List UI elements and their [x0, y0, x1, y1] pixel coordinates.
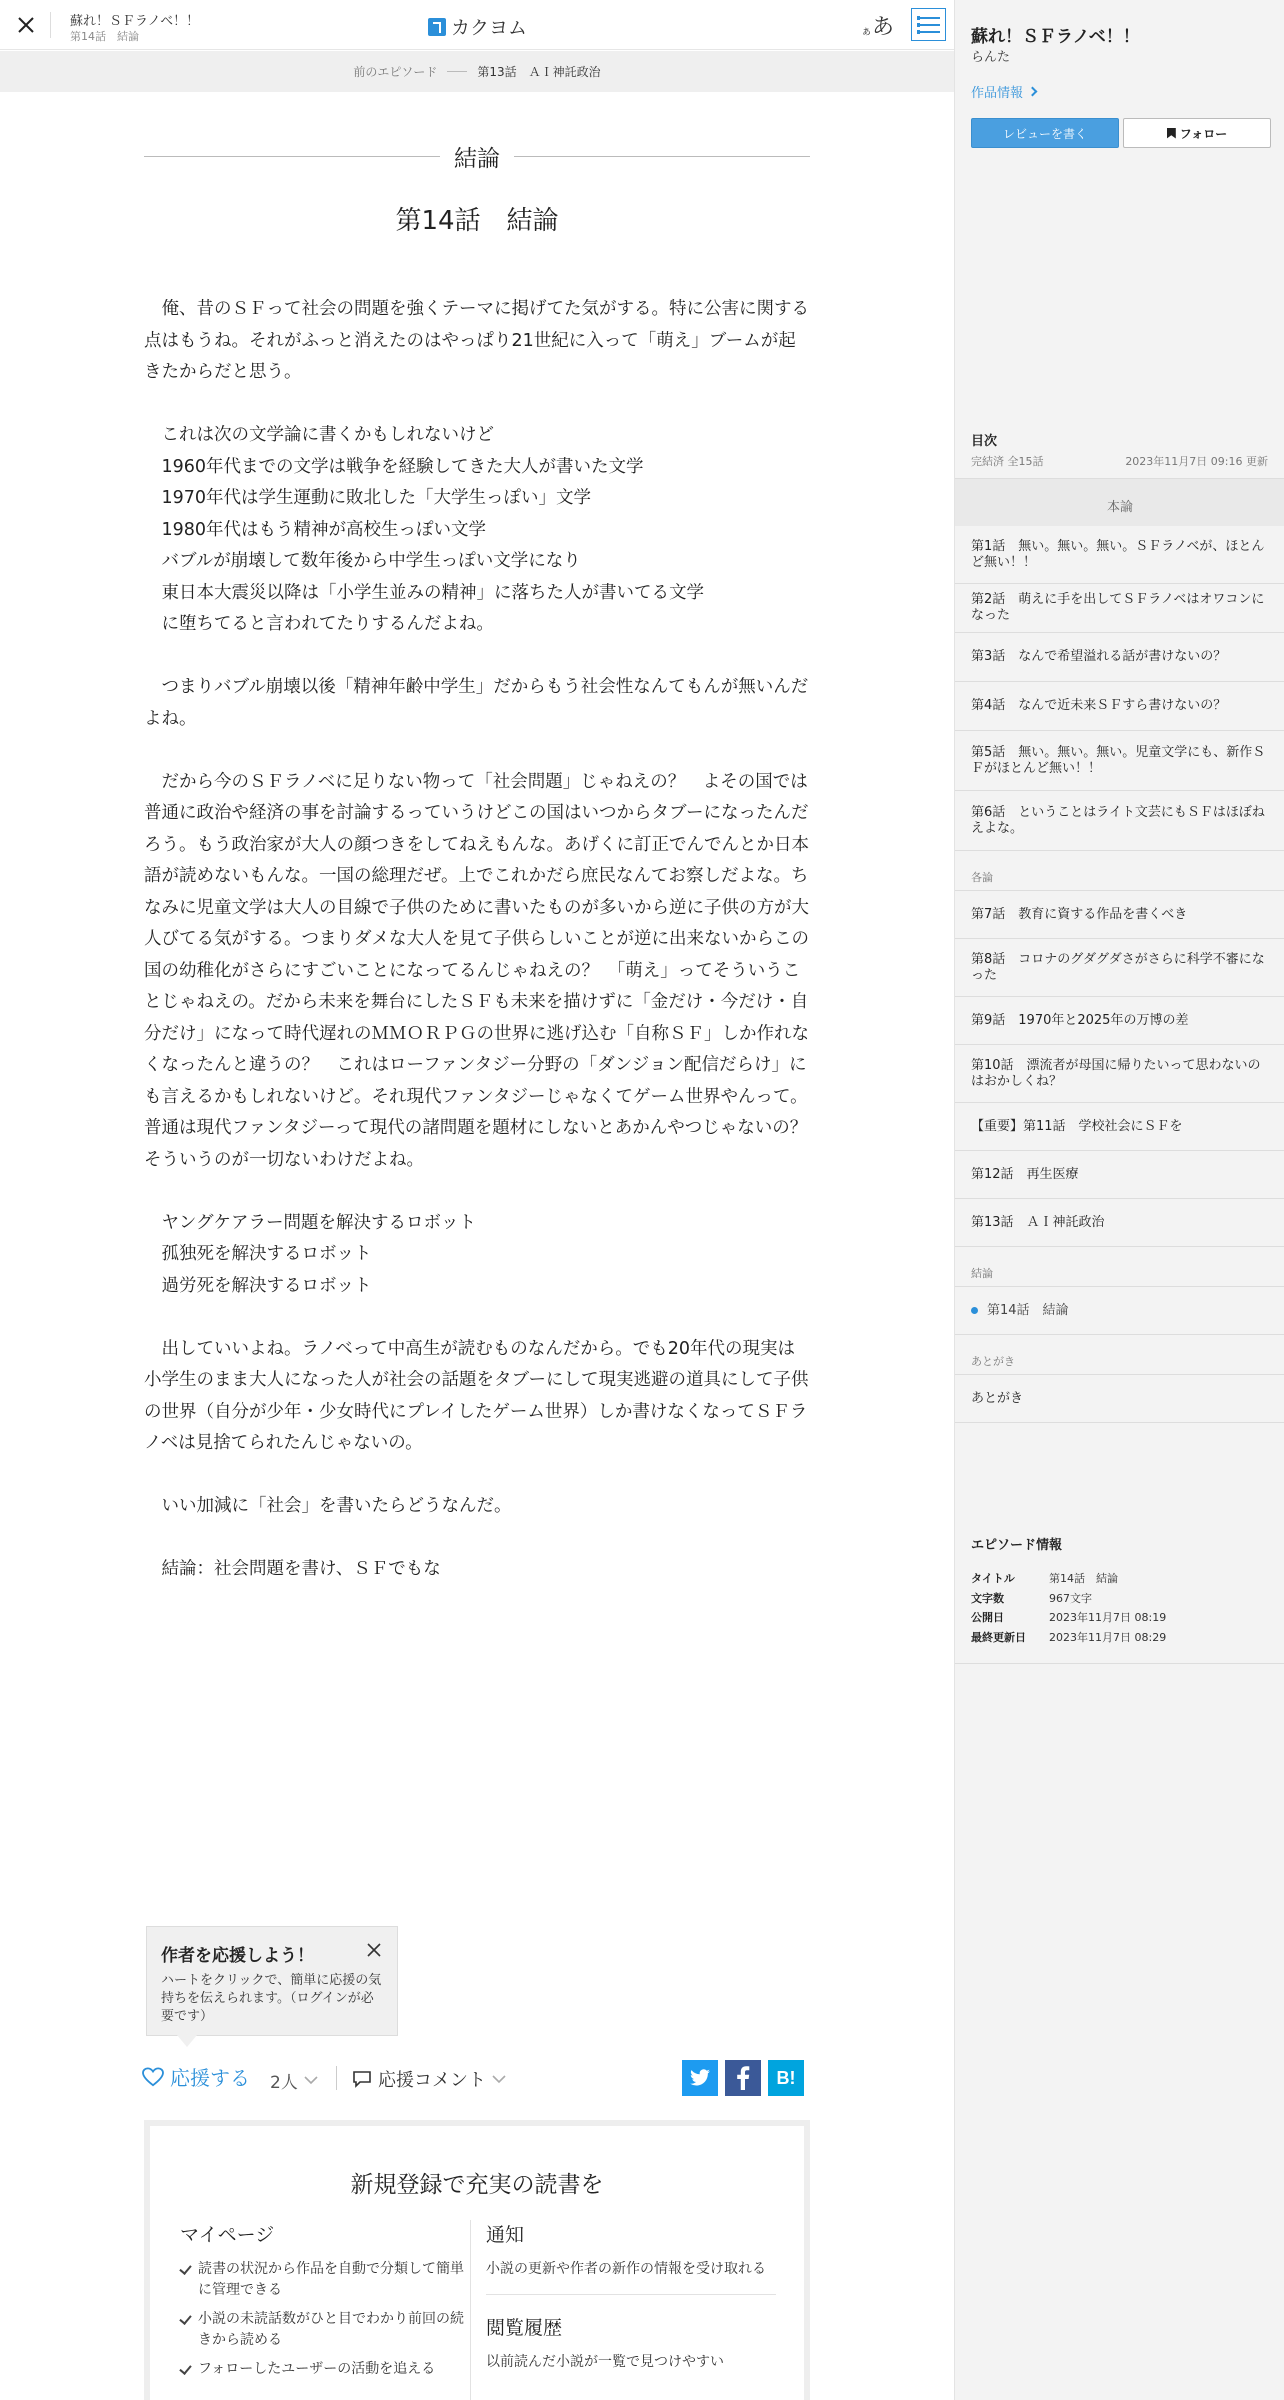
- episode-info-row: [971, 1628, 1269, 1648]
- body-paragraph: 結論：社会問題を書け、ＳＦでもな: [144, 1559, 441, 1579]
- notice-heading: 通知: [486, 2224, 525, 2246]
- toc-episode-link[interactable]: [955, 526, 1284, 584]
- action-row: [142, 2058, 812, 2096]
- episode-title: 第14話 結論: [395, 206, 559, 236]
- history-heading: 閲覧履歴: [486, 2317, 563, 2339]
- mypage-item: 小説の未読話数がひと目でわかり前回の続きから読める: [180, 2309, 465, 2351]
- write-review-button[interactable]: レビューを書く: [971, 118, 1119, 148]
- twitter-share-button[interactable]: [682, 2060, 718, 2096]
- mypage-heading: マイページ: [180, 2224, 275, 2246]
- font-small-glyph: ぁ: [861, 24, 872, 37]
- feature-divider: [486, 2294, 776, 2295]
- toc-episode-label: 第1話 無い。無い。無い。ＳＦラノベが、ほとんど無い！！: [971, 538, 1265, 570]
- toc-toggle-button[interactable]: [911, 8, 946, 41]
- toc-section-heading: 本論: [955, 478, 1284, 526]
- toc-episode-link[interactable]: [955, 682, 1284, 731]
- toc-episode-link[interactable]: [955, 1103, 1284, 1151]
- font-large-glyph: あ: [872, 15, 895, 40]
- work-info-label: 作品情報: [971, 86, 1024, 101]
- prev-episode-label[interactable]: 前のエピソード: [353, 65, 438, 79]
- blank-line: [144, 389, 810, 421]
- cheer-comment-button[interactable]: [352, 2066, 506, 2092]
- chapter-title: 結論: [454, 145, 500, 172]
- episode-info-key: 最終更新日: [971, 1630, 1026, 1644]
- toc-episode-link[interactable]: [955, 939, 1284, 997]
- toc-episode-current[interactable]: [955, 1287, 1284, 1335]
- support-popup-text: ハートをクリックで、簡単に応援の気持ちを伝えられます。（ログインが必要です）: [161, 1973, 382, 2024]
- mypage-item: フォローしたユーザーの活動を追える: [180, 2359, 465, 2380]
- toc-episode-label: 第2話 萌えに手を出してＳＦラノベはオワコンになった: [971, 592, 1265, 623]
- header: [0, 0, 954, 50]
- register-divider: [470, 2220, 471, 2400]
- register-features: [486, 2220, 776, 2387]
- toc-episode-link[interactable]: [955, 1151, 1284, 1199]
- toc-episode-label: 第6話 ということはライト文芸にもＳＦはほぼねえよな。: [971, 804, 1265, 836]
- history-text: 以前読んだ小説が一覧で見つけやすい: [486, 2354, 724, 2370]
- toc-episode-link[interactable]: [955, 1199, 1284, 1247]
- episode-info-key: 公開日: [971, 1611, 1004, 1624]
- body-paragraph: ヤングケアラー問題を解決するロボット: [144, 1212, 476, 1233]
- chapter-rule-right: [514, 156, 810, 157]
- register-mypage: [180, 2220, 465, 2388]
- body-paragraph: 過労死を解決するロボット: [144, 1275, 372, 1296]
- toc-section-heading: 各論: [955, 851, 1284, 891]
- toc-section-heading: あとがき: [955, 1335, 1284, 1375]
- toc-episode-link[interactable]: [955, 584, 1284, 633]
- body-paragraph: 孤独死を解決するロボット: [144, 1244, 372, 1264]
- list-icon-line: [918, 24, 940, 26]
- sidebar: [954, 0, 1284, 2400]
- cheer-label: 応援する: [170, 2066, 250, 2090]
- toc-episode-label: あとがき: [971, 1390, 1024, 1406]
- blank-line: [144, 1302, 810, 1334]
- header-episode-title: 第14話 結論: [70, 30, 139, 43]
- blank-line: [144, 1460, 810, 1492]
- prev-episode-line: [447, 71, 467, 72]
- cheer-count: 2人: [270, 2073, 298, 2093]
- twitter-bird-icon: [689, 2069, 711, 2087]
- support-popup-title: 作者を応援しよう！: [161, 1946, 314, 1966]
- episode-info-value: 967文字: [1049, 1591, 1092, 1605]
- facebook-f-icon: [736, 2066, 750, 2090]
- episode-info: [955, 1518, 1284, 1664]
- body-paragraph: に堕ちてると言われてたりするんだよね。: [144, 614, 494, 634]
- body-paragraph: 出していいよね。ラノベって中高生が読むものなんだから。でも20年代の現実は小学生のまま大人になった人が社会の話題をタブーにして現実逃避の道具にして子供の世界（自分が少年・少女時代にプレイしたゲーム世界）しか書けなくなってＳＦラノベは見捨てられたんじゃないの。: [144, 1338, 809, 1453]
- sidebar-author[interactable]: らんた: [971, 50, 1011, 65]
- episode-info-row: [971, 1569, 1269, 1589]
- chapter-heading: [144, 140, 810, 172]
- register-title: 新規登録で充実の読書を: [350, 2172, 604, 2198]
- toc-status: 完結済 全15話: [971, 455, 1044, 468]
- episode-info-value: 2023年11月7日 08:29: [1049, 1630, 1167, 1644]
- body-paragraph: 1980年代はもう精神が高校生っぽい文学: [144, 519, 487, 540]
- toc-episode-label: 第9話 1970年と2025年の万博の差: [971, 1012, 1189, 1028]
- toc-list: [955, 478, 1284, 1423]
- follow-label: フォロー: [1179, 126, 1228, 141]
- body-paragraph: 俺、昔のＳＦって社会の問題を強くテーマに掲げてた気がする。特に公害に関する点はもうね。それがふっと消えたのはやっぱり21世紀に入って「萌え」ブームが起きたからだと思う。: [144, 299, 809, 382]
- episode-nav: [0, 51, 954, 92]
- toc-updated: 2023年11月7日 09:16 更新: [1125, 455, 1268, 468]
- toc-episode-label: 第10話 漂流者が母国に帰りたいって思わないのはおかしくね？: [971, 1057, 1261, 1089]
- font-settings-button[interactable]: [861, 10, 894, 41]
- toc-episode-link[interactable]: [955, 997, 1284, 1045]
- cheer-button[interactable]: [142, 2062, 250, 2091]
- comment-icon: [352, 2070, 372, 2088]
- header-divider: [50, 12, 51, 38]
- blank-line: [144, 641, 810, 673]
- toc-section-heading: 結論: [955, 1247, 1284, 1287]
- body-paragraph: 東日本大震災以降は「小学生並みの精神」に落ちた人が書いてる文学: [144, 582, 704, 603]
- episode-info-heading: エピソード情報: [971, 1538, 1063, 1553]
- toc-heading: 目次: [971, 434, 998, 449]
- episode-info-key: タイトル: [971, 1572, 1015, 1585]
- body-paragraph: つまりバブル崩壊以後「精神年齢中学生」だからもう社会性なんてもんが無いんだよね。: [144, 677, 809, 729]
- blank-line: [144, 735, 810, 767]
- body-paragraph: これは次の文学論に書くかもしれないけど: [144, 425, 494, 445]
- toc-episode-link[interactable]: [955, 891, 1284, 939]
- support-popup: [146, 1926, 398, 2036]
- chevron-right-icon: [1028, 87, 1038, 97]
- body-paragraph: いい加減に「社会」を書いたらどうなんだ。: [144, 1496, 512, 1516]
- toc-episode-link[interactable]: [955, 1045, 1284, 1103]
- list-icon: [918, 17, 940, 19]
- prev-episode-link[interactable]: 第13話 ＡＩ神託政治: [477, 65, 601, 79]
- toc-episode-label: 第14話 結論: [987, 1302, 1069, 1318]
- kakuyomu-logo[interactable]: [428, 13, 527, 40]
- toc-episode-label: 第5話 無い。無い。無い。児童文学にも、新作ＳＦがほとんど無い！！: [971, 744, 1266, 776]
- toc-episode-label: 第13話 ＡＩ神託政治: [971, 1214, 1105, 1230]
- episode-info-row: [971, 1589, 1269, 1609]
- episode-body: [144, 294, 810, 1586]
- close-icon[interactable]: [365, 1941, 383, 1959]
- episode-info-value: 2023年11月7日 08:19: [1049, 1611, 1167, 1624]
- cheer-count-toggle[interactable]: [270, 2068, 318, 2093]
- chevron-down-icon: [304, 2076, 318, 2085]
- toc-episode-link[interactable]: [955, 791, 1284, 851]
- sidebar-work-title[interactable]: 蘇れ！ＳＦラノベ！！: [971, 27, 1140, 47]
- hatena-bookmark-share-button[interactable]: B!: [768, 2060, 804, 2096]
- toc-episode-link[interactable]: [955, 1375, 1284, 1423]
- chapter-rule-left: [144, 156, 440, 157]
- notice-text: 小説の更新や作者の新作の情報を受け取れる: [486, 2261, 766, 2277]
- facebook-share-button[interactable]: [725, 2060, 761, 2096]
- episode-info-value: 第14話 結論: [1049, 1572, 1118, 1585]
- toc-episode-label: 第7話 教育に資する作品を書くべき: [971, 906, 1188, 922]
- blank-line: [144, 1523, 810, 1555]
- episode-info-row: [971, 1608, 1269, 1628]
- body-paragraph: 1960年代までの文学は戦争を経験してきた大人が書いた文学: [144, 456, 644, 477]
- register-promo: [144, 2120, 810, 2400]
- close-icon[interactable]: [14, 13, 38, 37]
- episode-info-rows: [971, 1569, 1269, 1647]
- toc-episode-label: 第8話 コロナのグダグダさがさらに科学不審になった: [971, 951, 1265, 983]
- toc-episode-link[interactable]: [955, 731, 1284, 791]
- body-paragraph: バブルが崩壊して数年後から中学生っぽい文学になり: [144, 551, 581, 571]
- toc-episode-label: 第4話 なんで近未来ＳＦすら書けないの？: [971, 698, 1227, 713]
- toc-episode-label: 第12話 再生医療: [971, 1166, 1079, 1182]
- header-work-title[interactable]: 蘇れ！ＳＦラノベ！！: [70, 14, 200, 29]
- current-dot-icon: [971, 1307, 978, 1314]
- logo-text: カクヨム: [451, 17, 528, 39]
- work-info-link[interactable]: [971, 82, 1036, 101]
- follow-button[interactable]: [1123, 118, 1271, 148]
- body-paragraph: だから今のＳＦラノベに足りない物って「社会問題」じゃねえの？ よその国では普通に政治や経済の事を討論するっていうけどこの国はいつからタブーになったんだろう。もう政治家が大人の顔つきをしてねえもんな。あげくに訂正でんでんとか日本語が読めないもんな。一国の総理だぜ。上でこれかだら庶民なんてお察しだよな。ちなみに児童文学は大人の目線で子供のために書いたものが多いから逆に子供の方が大人びてる気がする。つまりダメな大人を見て子供らしいことが逆に出来ないからこの国の幼稚化がさらにすごいことになってるんじゃねえの？ 「萌え」ってそういうことじゃねえの。だから未来を舞台にしたＳＦも未来を描けずに「金だけ・今だけ・自分だけ」になって時代遅れのＭＭＯＲＰＧの世界に逃げ込む「自称ＳＦ」しか作れなくなったんと違うの？ これはローファンタジー分野の「ダンジョン配信だらけ」にも言えるかもしれないけど。それ現代ファンタジーじゃなくてゲーム世界やんって。普通は現代ファンタジーって現代の諸問題を題材にしないとあかんやつじゃないの？そういうのが一切ないわけだよね。: [144, 771, 809, 1170]
- cheer-comment-label: 応援コメント: [378, 2070, 486, 2091]
- blank-line: [144, 1176, 810, 1208]
- chevron-down-icon: [492, 2075, 506, 2084]
- list-icon-line: [918, 31, 940, 33]
- mypage-item: 読書の状況から作品を自動で分類して簡単に管理できる: [180, 2259, 465, 2301]
- heart-icon: [142, 2067, 164, 2087]
- bookmark-plus-icon: [1167, 128, 1176, 139]
- toc-episode-label: 第3話 なんで希望溢れる話が書けないの？: [971, 649, 1227, 664]
- action-divider: [336, 2066, 337, 2090]
- toc-episode-link[interactable]: [955, 633, 1284, 682]
- toc-episode-label: 【重要】第11話 学校社会にＳＦを: [971, 1118, 1183, 1134]
- logo-mark-icon: [428, 18, 446, 36]
- episode-info-key: 文字数: [971, 1591, 1004, 1605]
- body-paragraph: 1970年代は学生運動に敗北した「大学生っぽい」文学: [144, 488, 592, 508]
